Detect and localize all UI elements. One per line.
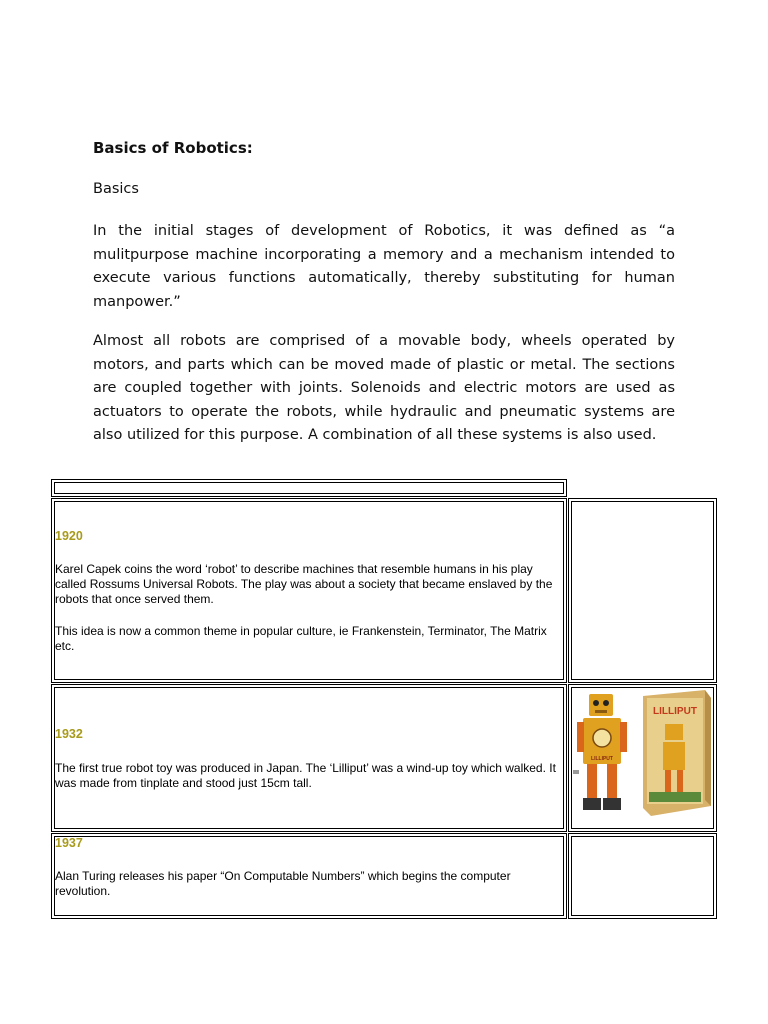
image-cell-1920	[568, 498, 717, 683]
table-header-row	[51, 479, 567, 497]
entry-text-1920-note: This idea is now a common theme in popular culture, ie Frankenstein, Terminator, The Matrix etc.	[55, 624, 547, 653]
intro-paragraph: In the initial stages of development of Robotics, it was defined as “a mulitpurpose machine incorporating a memory and a mechanism intended to execute various functions automatically, thereby substituting for human manpower.”	[93, 223, 675, 310]
year-1937: 1937	[55, 836, 83, 850]
entry-text-1920: Karel Capek coins the word ‘robot’ to describe machines that resemble humans in his play called Rossums Universal Robots. The play was about a society that became enslaved by the robots that once served them.	[55, 562, 553, 606]
robot-toy-image	[573, 694, 627, 810]
box-label: LILLIPUT	[653, 706, 697, 717]
lilliput-robot-image	[573, 688, 713, 828]
robot-components-paragraph: Almost all robots are comprised of a movable body, wheels operated by motors, and parts which can be moved made of plastic or metal. The sections are coupled together with joints. Solenoids and electric motors are used as actuators to operate the robots, while hydraulic and pneumatic systems are also utilized for this purpose. A combination of all these systems is also used.	[93, 333, 675, 443]
entry-text-1937: Alan Turing releases his paper “On Computable Numbers” which begins the computer revolution.	[55, 869, 511, 898]
year-1920: 1920	[55, 529, 83, 543]
robot-chest-label: LILLIPUT	[591, 756, 613, 762]
document-subheading: Basics	[93, 181, 139, 197]
entry-text-1932: The first true robot toy was produced in Japan. The ‘Lilliput’ was a wind-up toy which walked. It was made from tinplate and stood just 15cm tall.	[55, 761, 556, 790]
image-cell-1937	[568, 833, 717, 919]
document-heading: Basics of Robotics:	[93, 139, 253, 157]
timeline-cell-1932	[51, 684, 567, 832]
year-1932: 1932	[55, 727, 83, 741]
toy-box-image	[643, 690, 711, 816]
